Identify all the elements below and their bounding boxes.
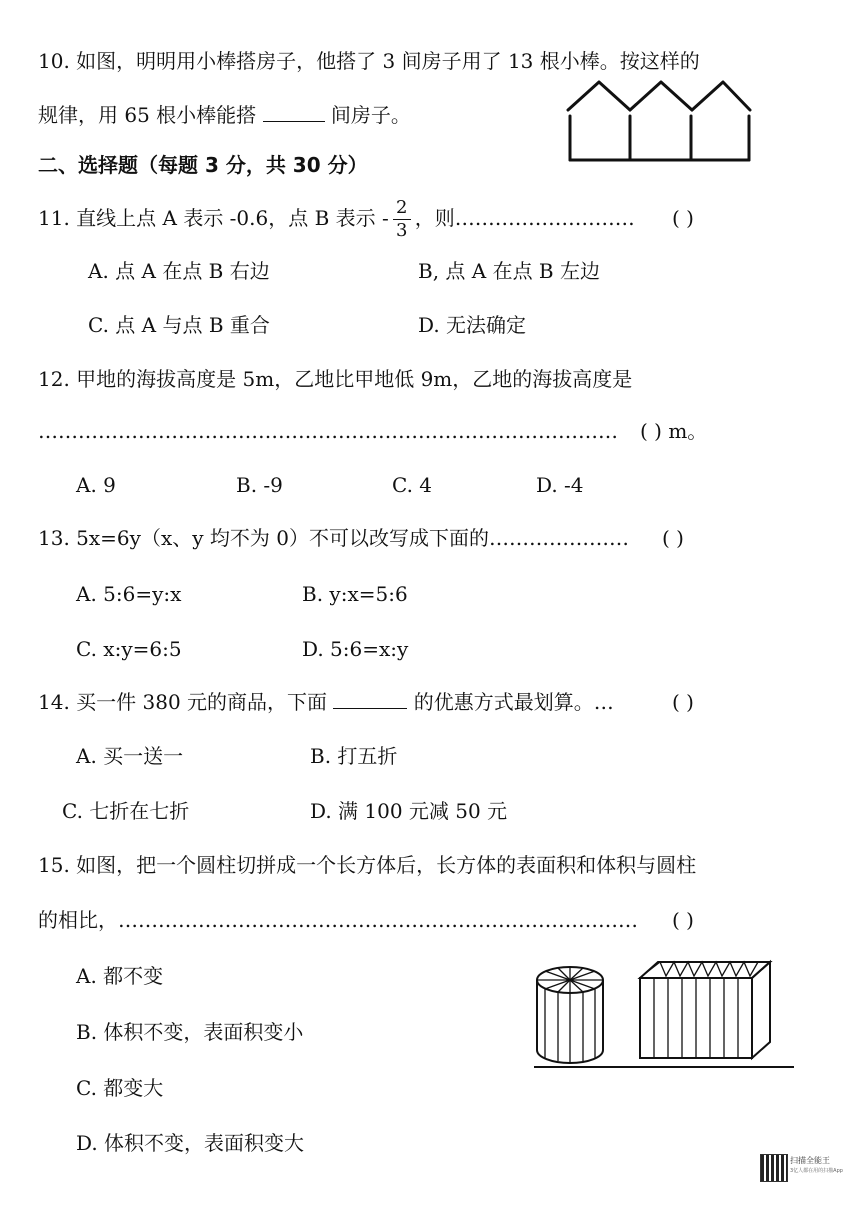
q14-stem-a: 14. 买一件 380 元的商品，下面 (38, 690, 328, 714)
q14-option-b[interactable]: B. 打五折 (310, 744, 398, 768)
q11-answer-paren[interactable]: ( ) (672, 206, 694, 230)
q12-option-a[interactable]: A. 9 (76, 473, 116, 497)
q11-fraction (393, 198, 411, 241)
q15-option-d[interactable]: D. 体积不变，表面积变大 (76, 1131, 305, 1155)
q15-option-c[interactable]: C. 都变大 (76, 1076, 164, 1100)
watermark-subtitle: 3亿人都在用的扫描App (790, 1168, 843, 1174)
q14-stem-b: 的优惠方式最划算。… (413, 690, 614, 714)
q10-line2-a: 规律，用 65 根小棒能搭 (38, 103, 257, 127)
q11-option-d[interactable]: D. 无法确定 (418, 313, 527, 337)
q11-option-b[interactable]: B, 点 A 在点 B 左边 (418, 259, 600, 283)
q12-option-c[interactable]: C. 4 (392, 473, 433, 497)
watermark-title: 扫描全能王 (790, 1156, 830, 1165)
q12-dots: …………………………………………………………………………… (38, 419, 618, 443)
q12-option-b[interactable]: B. -9 (236, 473, 283, 497)
q11-frac-num: 2 (396, 197, 408, 218)
q13-option-d[interactable]: D. 5:6=x:y (302, 637, 409, 661)
q10-line2 (38, 102, 411, 128)
q15-option-b[interactable]: B. 体积不变，表面积变小 (76, 1020, 304, 1044)
q10-line1: 10. 如图，明明用小棒搭房子，他搭了 3 间房子用了 13 根小棒。按这样的 (38, 49, 700, 73)
q14-option-c[interactable]: C. 七折在七折 (62, 799, 190, 823)
q13-answer-paren[interactable]: ( ) (662, 526, 684, 550)
q15-line1: 15. 如图，把一个圆柱切拼成一个长方体后，长方体的表面积和体积与圆柱 (38, 853, 697, 877)
q11-stem-a: 11. 直线上点 A 表示 -0.6，点 B 表示 - (38, 206, 389, 230)
q13-option-c[interactable]: C. x:y=6:5 (76, 637, 182, 661)
q14-answer-blank[interactable] (333, 690, 407, 709)
q13-stem: 13. 5x=6y（x、y 均不为 0）不可以改写成下面的………………… (38, 526, 629, 550)
q14-answer-paren[interactable]: ( ) (672, 690, 694, 714)
section-title: 二、选择题（每题 3 分，共 30 分） (38, 153, 368, 177)
q12-option-d[interactable]: D. -4 (536, 473, 584, 497)
q11-option-c[interactable]: C. 点 A 与点 B 重合 (88, 313, 270, 337)
q15-line2: 的相比，…………………………………………………………………… (38, 908, 638, 932)
q13-option-a[interactable]: A. 5:6=y:x (76, 582, 182, 606)
q11-stem (38, 196, 635, 241)
q14-stem (38, 689, 614, 715)
q10-answer-blank[interactable] (263, 103, 325, 122)
houses-figure (562, 76, 757, 168)
q15-answer-paren[interactable]: ( ) (672, 908, 694, 932)
q12-answer-paren[interactable]: ( ) m。 (640, 419, 708, 443)
q12-stem: 12. 甲地的海拔高度是 5m，乙地比甲地低 9m，乙地的海拔高度是 (38, 367, 633, 391)
q14-option-d[interactable]: D. 满 100 元减 50 元 (310, 799, 508, 823)
q15-option-a[interactable]: A. 都不变 (76, 964, 164, 988)
q11-frac-den: 3 (396, 220, 408, 241)
q14-option-a[interactable]: A. 买一送一 (76, 744, 184, 768)
qr-code-icon (760, 1154, 788, 1182)
q13-option-b[interactable]: B. y:x=5:6 (302, 582, 408, 606)
scanner-watermark (758, 1150, 853, 1210)
q10-line2-b: 间房子。 (330, 103, 411, 127)
q11-option-a[interactable]: A. 点 A 在点 B 右边 (88, 259, 270, 283)
cylinder-cuboid-figure (530, 950, 798, 1074)
q11-stem-b: ，则……………………… (414, 206, 635, 230)
